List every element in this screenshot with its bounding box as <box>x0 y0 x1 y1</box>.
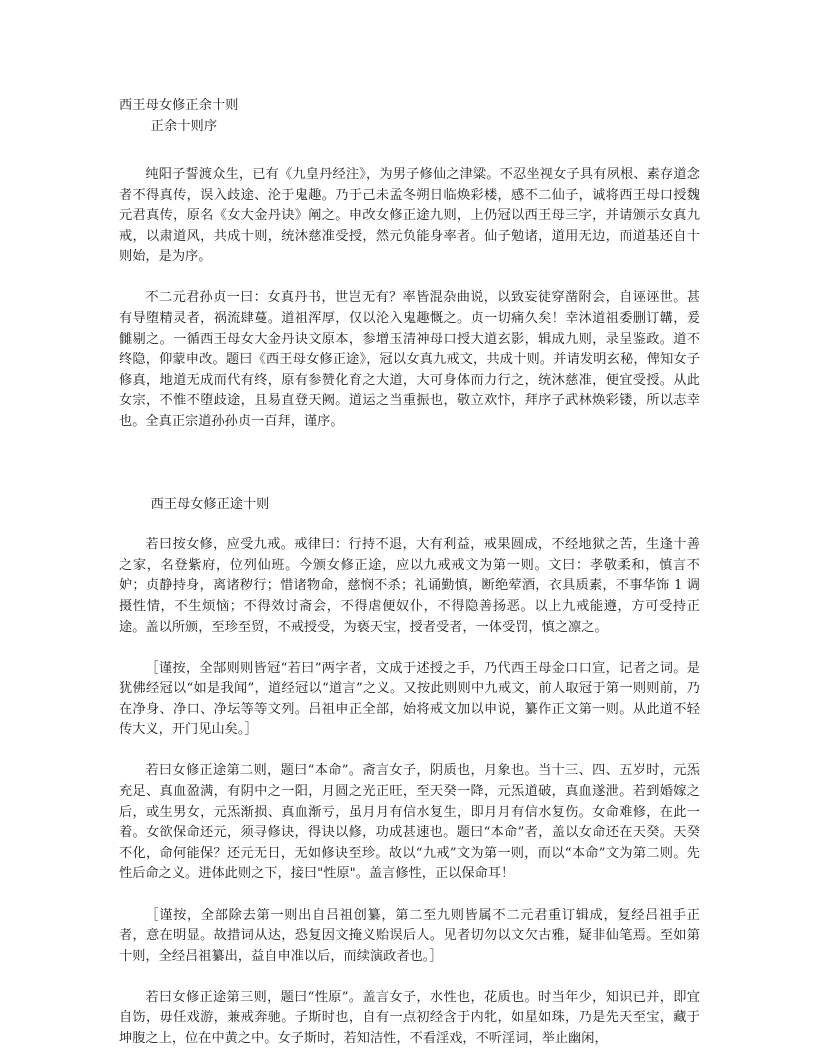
body-note-paragraph-1: ［谨按，全郜则则皆冠“若曰”两字者，文成于述授之手，乃代西王母金口口宣，记者之词。是犹佛经冠以“如是我闻”，道经冠以“道言”之义。又按此则则中九戒文，前人取冠于第一则则前，乃在净身、净口、净坛等等文列。吕祖申正全部，始将戒文加以申说，纂作正文第一则。从此道不轻传大义，开门见山矣。］ <box>119 660 700 738</box>
spacer-after-section-heading <box>119 515 700 535</box>
body-paragraph-3: 若曰女修正途第三则，题曰“性原”。盖言女子，水性也，花质也。时当年少，知识已并，即宜自饬，毋任戏游，兼戒奔驰。子斯时也，自有一点初经含于内牝，如星如珠，乃是先天至宝，藏于坤腹之上，位在中黄之中。女子斯时，若知洁性，不看淫戏，不听淫词，举止幽闲， <box>119 989 700 1046</box>
document-title: 西王母女修正余十则 <box>119 98 239 113</box>
body-note-paragraph-2: ［谨按，全部除去第一则出自吕祖创纂，第二至九则皆属不二元君重订辑成，复经吕祖手正者，意在明显。故措词从达，恐复因文掩义贻误后人。见者切勿以文欠古雅，疑非仙笔焉。至如第十则，全经吕祖纂出，益自申准以后，而续演政者也。］ <box>119 907 700 964</box>
spacer-after-title <box>119 137 700 165</box>
document-subtitle: 正余十则序 <box>150 118 218 134</box>
body-paragraph-1: 若曰按女修，应受九戒。戒律曰：行持不退，大有利益，戒果圆成，不经地狱之苦，生逢十善之家，名登紫府，位列仙班。今颁女修正途，应以九戒戒文为第一则。文曰：孝敬柔和，慎言不妒；贞静持身，离诸秽行；惜诸物命，慈悯不杀；礼诵勤慎，断绝荤酒，衣具质素，不事华饰 1 调摄性情，不生烦恼；不得效讨斋会，不得虐便奴仆，不得隐善扬恶。以上九戒能遵，方可受持正途。盖以所颁，至珍至贸，不戒授受，为亵天宝，授者受者，一体受罚，慎之凛之。 <box>119 537 700 635</box>
section-heading: 西王母女修正途十则 <box>150 496 270 512</box>
preface-paragraph-2: 不二元君孙贞一曰：女真丹书，世岂无有？率皆混杂曲说，以致妄徒穿凿附会，自诬诬世。甚有导堕精灵者，祸流肆蔓。道祖浑厚，仅以沦入鬼趣慨之。贞一切痛久矣！幸沐道祖委删订韝，爰雠剔之。一循西王母女大金丹诀文原本，参增玉清神母口授大道玄影，辑成九则，录呈鉴政。道不终隐，仰蒙申改。题曰《西王母女修正途》，冠以女真九戒文，共成十则。并请发明玄秘，俾知女子修真，地道无成而代有终，原有参赞化育之大道，大可身体而力行之，统沐慈准，便宜受授。从此女宗，不惟不堕歧途，且易直登天阙。道运之当重振也，敬立欢忭，拜序子武林焕彩镂，所以志幸也。全真正宗道孙孙贞一百拜，谨序。 <box>119 290 700 430</box>
spacer-before-section <box>119 433 700 495</box>
body-paragraph-2: 若曰女修正途第二则，题曰“本命”。斋言女子，阴质也，月象也。当十三、四、五岁时，元炁充足、真血盈满，有阴中之一阳，月圆之光正旺，至天癸一降，元炁道破，真血遂泄。若到婚嫁之后，或生男女，元炁渐损、真血渐亏，虽月月有信水复生，即月月有信水复伤。女命难修，在此一着。女欲保命还元，须寻修诀，得诀以修，功成甚速也。题曰“本命”者，盖以女命还在天癸。天癸不化，命何能保？还元无日，无如修诀至珍。故以“九戒”文为第一则，而以“本命”文为第二则。先性后命之义。进体此则之下，接曰"性原"。盖言修性，正以保命耳！ <box>119 763 700 882</box>
preface-paragraph-1: 纯阳子誓渡众生，已有《九皇丹经注》，为男子修仙之津粱。不忍坐视女子具有夙根、素存道念者不得真传，误入歧途、沦于鬼趣。乃于己未孟冬朔日临焕彩楼，感不二仙子，诚将西王母口授魏元君真传，原名《女大金丹诀》阐之。申改女修正途九则，上仍冠以西王母三字，并请颁示女真九戒，以肃道风，共成十则，统沐慈准受授，然元负能身率者。仙子勉诸，道用无边，而道基还自十则始，是为序。 <box>119 167 700 265</box>
document-body <box>119 96 700 1050</box>
